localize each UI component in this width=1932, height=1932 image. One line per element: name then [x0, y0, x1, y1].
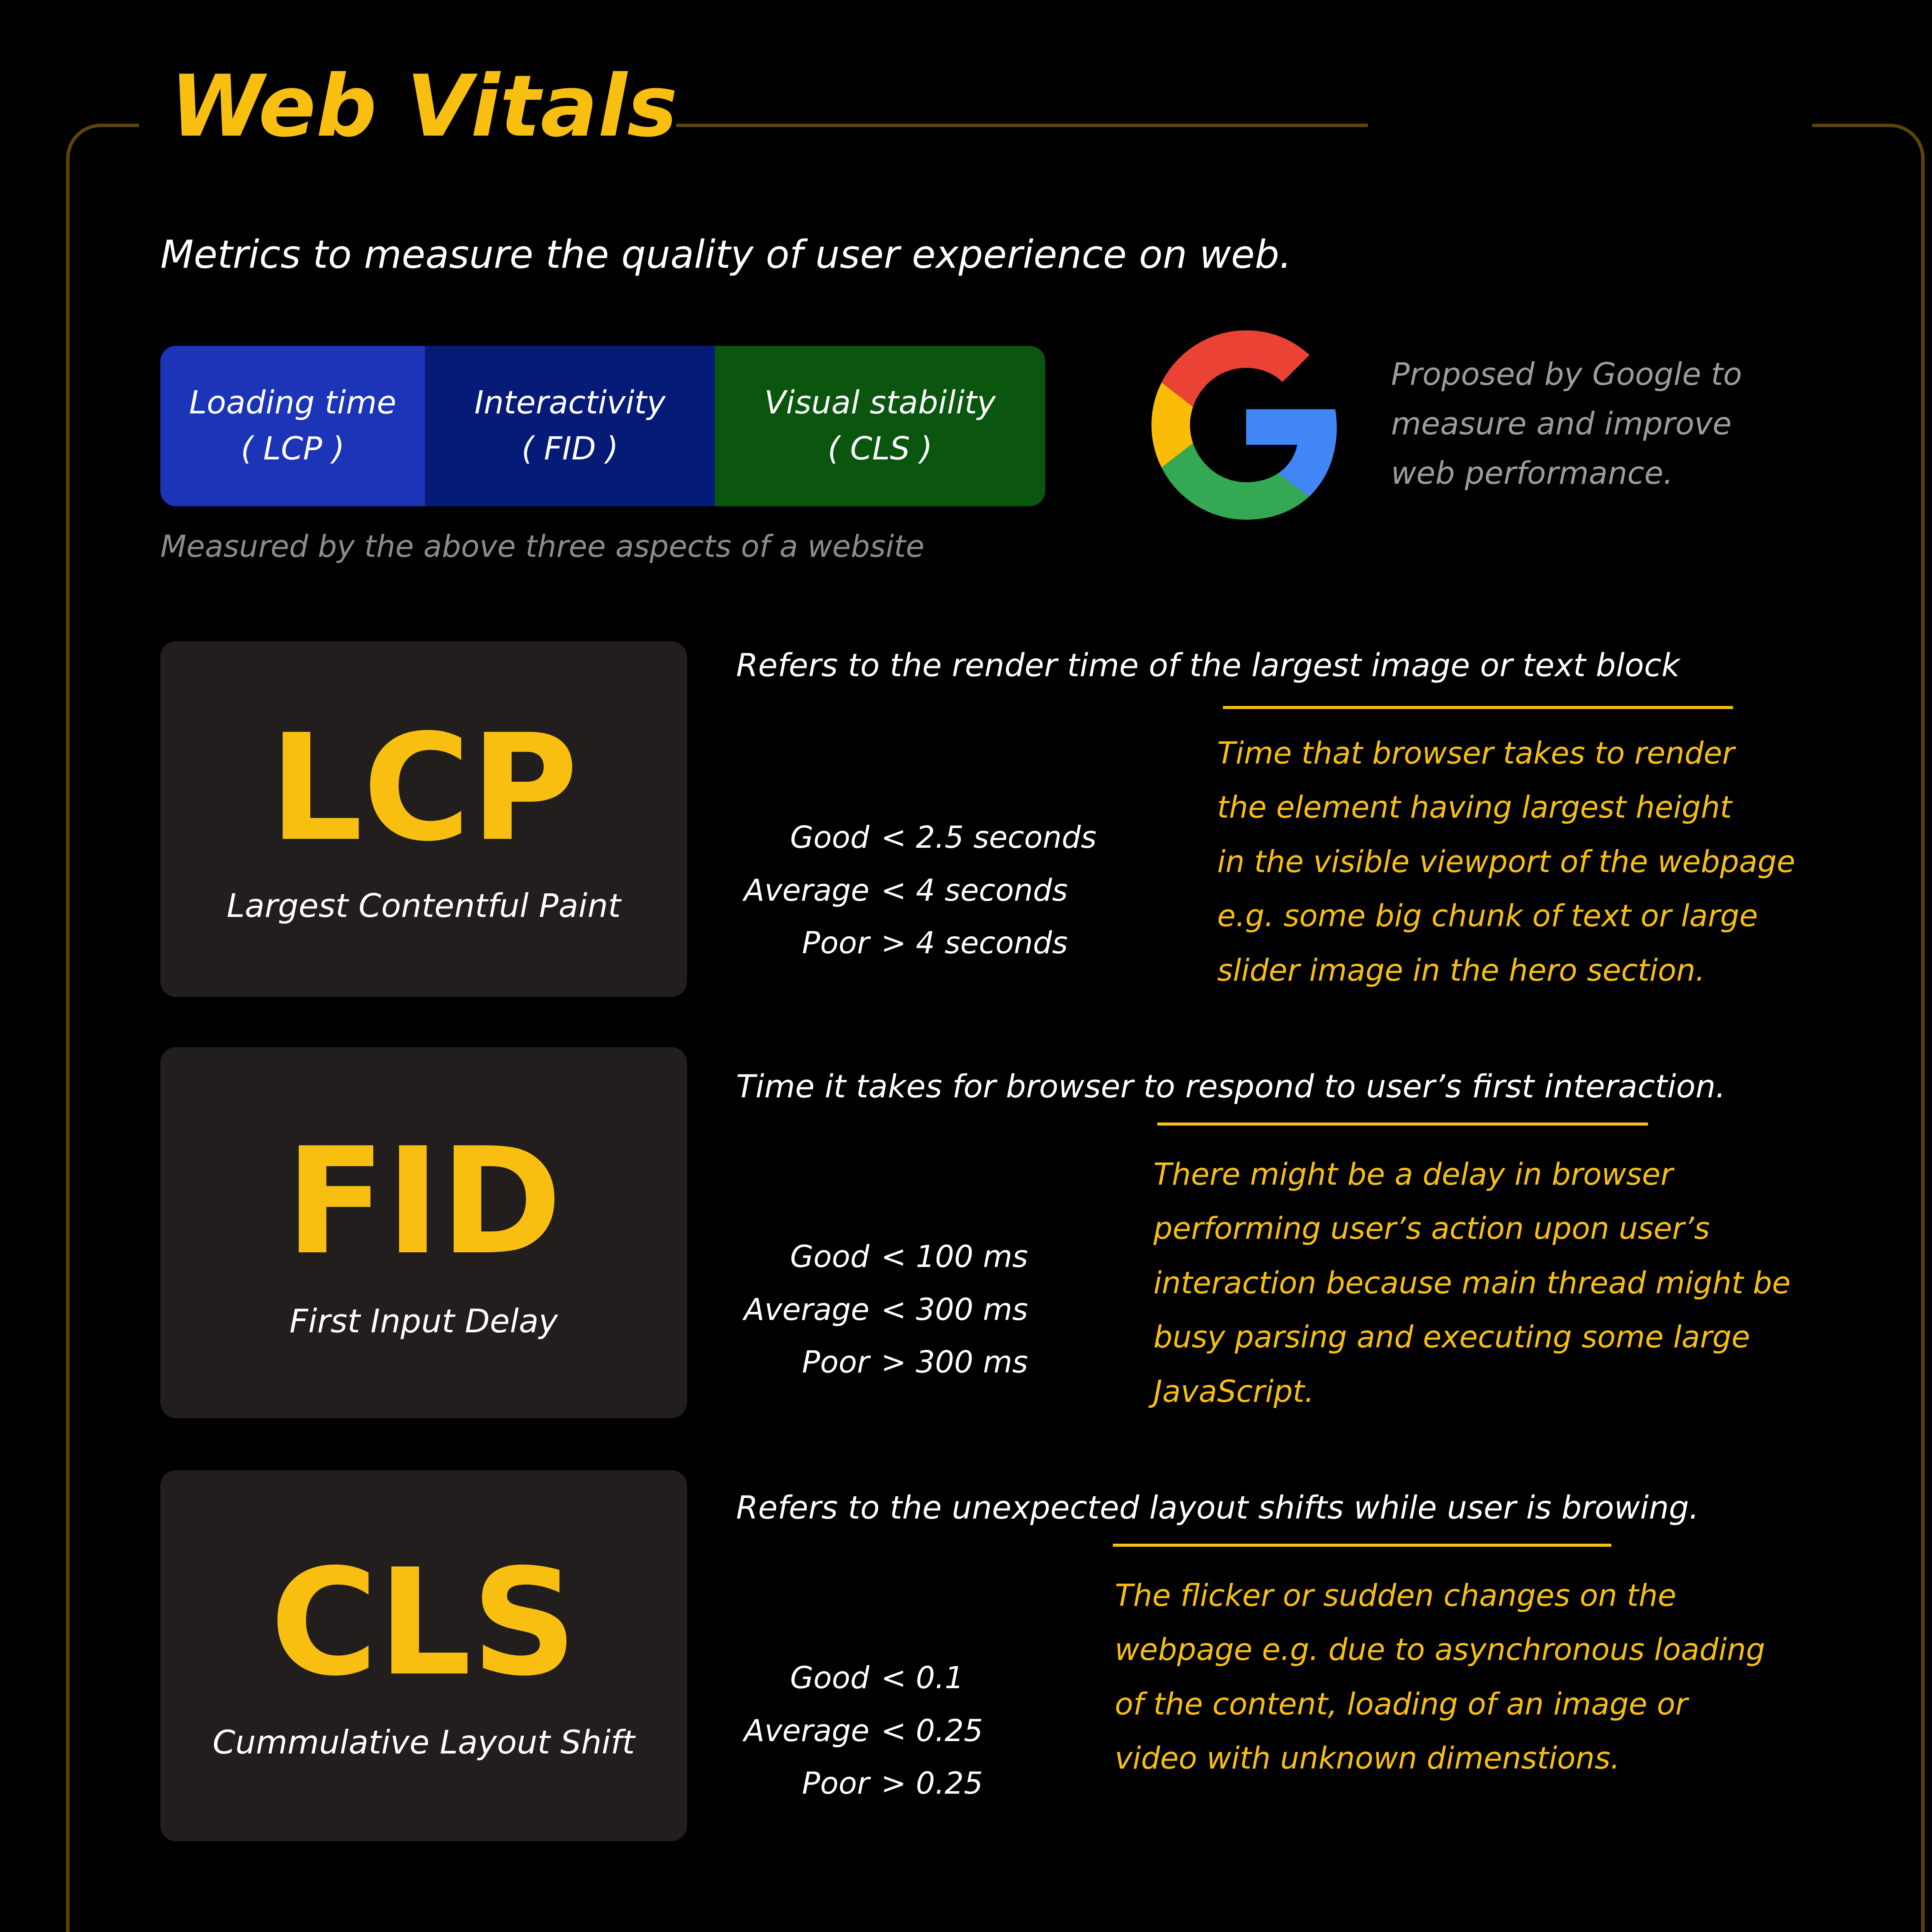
- metric-thresholds: [736, 811, 1097, 970]
- description-underline: [1113, 1544, 1611, 1547]
- aspect-abbr: ( LCP ): [241, 430, 345, 467]
- measured-note: Measured by the above three aspects of a website: [160, 529, 925, 564]
- metric-card-fid: [160, 1047, 687, 1418]
- threshold-average: Average < 300 ms: [744, 1292, 1028, 1327]
- note-line: webpage e.g. due to asynchronous loading: [1115, 1633, 1765, 1668]
- description-underline: [1157, 1122, 1648, 1126]
- threshold-good: Good < 2.5 seconds: [790, 820, 1097, 855]
- proposed-line: measure and improve: [1391, 406, 1732, 442]
- threshold-good: Good < 100 ms: [790, 1240, 1028, 1274]
- metric-card-cls: [160, 1470, 687, 1841]
- google-g-logo-icon: [1151, 330, 1341, 520]
- page-subtitle: Metrics to measure the quality of user experience on web.: [160, 232, 1292, 277]
- aspect-interactivity: [425, 346, 715, 506]
- note-line: interaction because main thread might be: [1153, 1265, 1791, 1301]
- metric-description: Time it takes for browser to respond to user’s first interaction.: [736, 1068, 1726, 1105]
- note-line: video with unknown dimenstions.: [1115, 1741, 1620, 1776]
- proposed-line: Proposed by Google to: [1391, 356, 1742, 392]
- aspect-label: Interactivity: [474, 384, 666, 421]
- metric-name: Largest Contentful Paint: [226, 887, 621, 925]
- metric-description: Refers to the unexpected layout shifts while user is browing.: [736, 1490, 1699, 1526]
- note-line: performing user’s action upon user’s: [1153, 1211, 1710, 1247]
- threshold-average: Average < 0.25: [744, 1713, 983, 1748]
- note-line: The flicker or sudden changes on the: [1115, 1578, 1677, 1613]
- aspect-abbr: ( FID ): [521, 430, 619, 467]
- metric-note: [1217, 726, 1835, 998]
- aspects-bar: [160, 346, 1045, 506]
- frame-gap: [1368, 112, 1812, 139]
- aspect-abbr: ( CLS ): [827, 430, 933, 467]
- note-line: Time that browser takes to render: [1217, 736, 1735, 771]
- aspect-label: Loading time: [189, 384, 396, 421]
- metric-card-lcp: [160, 641, 687, 997]
- threshold-good: Good < 0.1: [790, 1661, 964, 1696]
- note-line: slider image in the hero section.: [1217, 953, 1705, 988]
- metric-note: [1153, 1148, 1810, 1419]
- metric-thresholds: [736, 1652, 983, 1810]
- metric-thresholds: [736, 1231, 1028, 1389]
- metric-name: Cummulative Layout Shift: [213, 1723, 635, 1761]
- threshold-average: Average < 4 seconds: [744, 873, 1068, 908]
- aspect-label: Visual stability: [764, 384, 996, 421]
- note-line: JavaScript.: [1153, 1374, 1314, 1409]
- page-title: Web Vitals: [170, 57, 678, 156]
- threshold-poor: Poor > 0.25: [802, 1766, 983, 1801]
- proposed-note: [1391, 350, 1816, 498]
- metric-abbr: FID: [285, 1116, 562, 1287]
- metric-note: [1115, 1569, 1810, 1786]
- metric-description: Refers to the render time of the largest image or text block: [736, 647, 1680, 684]
- note-line: in the visible viewport of the webpage: [1217, 844, 1795, 879]
- note-line: There might be a delay in browser: [1153, 1157, 1673, 1192]
- metric-name: First Input Delay: [289, 1302, 558, 1340]
- metric-abbr: LCP: [269, 702, 578, 874]
- threshold-poor: Poor > 300 ms: [802, 1345, 1028, 1380]
- threshold-poor: Poor > 4 seconds: [802, 926, 1068, 961]
- note-line: of the content, loading of an image or: [1115, 1687, 1688, 1722]
- note-line: the element having largest height: [1217, 790, 1732, 825]
- note-line: e.g. some big chunk of text or large: [1217, 899, 1758, 934]
- description-underline: [1223, 706, 1733, 709]
- aspect-loading: [160, 346, 425, 506]
- proposed-line: web performance.: [1391, 455, 1673, 491]
- metric-abbr: CLS: [270, 1537, 577, 1708]
- note-line: busy parsing and executing some large: [1153, 1320, 1750, 1355]
- aspect-visual-stability: [715, 346, 1045, 506]
